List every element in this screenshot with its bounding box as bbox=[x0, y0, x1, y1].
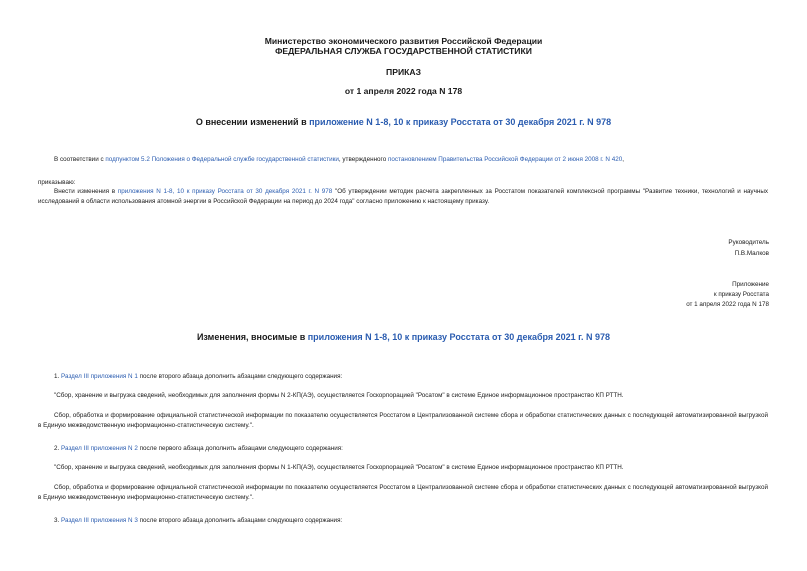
item-1-heading bbox=[54, 372, 342, 382]
signature-position: Руководитель bbox=[728, 239, 769, 246]
signature-name: П.В.Малков bbox=[734, 250, 769, 257]
preamble-text: , утвержденного bbox=[338, 156, 388, 163]
order-date: от 1 апреля 2022 года N 178 bbox=[344, 86, 463, 96]
item-number: 2. bbox=[54, 445, 62, 452]
document-title bbox=[0, 117, 807, 127]
order-text: "Об утверждении методик расчета закрепленных за Росстатом показателей комплексной программы "Развитие техники, технологий и научных исследований в области использования атомной энергии в Российской Федерации на период до 2024 года" согласно приложению к настоящему приказу. bbox=[38, 188, 768, 205]
appendix-date: от 1 апреля 2022 года N 178 bbox=[686, 301, 769, 308]
section-link[interactable]: Раздел III bbox=[61, 373, 89, 380]
item-text: после первого абзаца дополнить абзацами следующего содержания: bbox=[137, 445, 343, 452]
appendix-link[interactable]: приложения N 1 bbox=[90, 373, 138, 380]
appendix-label: Приложение bbox=[732, 281, 769, 288]
appendices-link[interactable]: приложения N 1-8, 10 к приказу Росстата от 30 декабря 2021 г. N 978 bbox=[117, 188, 333, 195]
item-text: после второго абзаца дополнить абзацами следующего содержания: bbox=[137, 373, 343, 380]
order-text: Внести изменения в bbox=[54, 188, 118, 195]
item-2-quote-1: "Сбор, хранение и выгрузка сведений, необходимых для заполнения формы N 1-КП(АЭ), осуществляется Госкорпорацией "Росатом" в системе Единое информационное пространство КП РТТН. bbox=[54, 464, 624, 471]
changes-title-prefix: Изменения, вносимые в bbox=[196, 332, 308, 342]
preamble-paragraph bbox=[54, 155, 774, 165]
ministry-name: Министерство экономического развития Российской Федерации bbox=[264, 36, 543, 46]
order-statement: приказываю: bbox=[38, 179, 76, 186]
item-2-heading bbox=[54, 444, 343, 454]
order-paragraph bbox=[38, 187, 768, 207]
changes-title bbox=[0, 332, 807, 342]
item-number: 1. bbox=[54, 373, 62, 380]
order-word: ПРИКАЗ bbox=[386, 67, 421, 77]
title-link[interactable]: приложение N 1-8, 10 к приказу Росстата от 30 декабря 2021 г. N 978 bbox=[309, 117, 612, 127]
appendix-order: к приказу Росстата bbox=[713, 291, 769, 298]
changes-title-link[interactable]: приложения N 1-8, 10 к приказу Росстата от 30 декабря 2021 г. N 978 bbox=[307, 332, 611, 342]
item-2-quote-2: Сбор, обработка и формирование официальной статистической информации по показателю осуществляется Росстатом в Централизованной системе сбора и обработки статистических данных с последующей автоматизированной выгрузкой в Единую межведомственную информационно-статистическую систему.". bbox=[38, 484, 768, 501]
item-text: после второго абзаца дополнить абзацами следующего содержания: bbox=[137, 517, 343, 524]
item-1-quote-1: "Сбор, хранение и выгрузка сведений, необходимых для заполнения формы N 2-КП(АЭ), осуществляется Госкорпорацией "Росатом" в системе Единое информационное пространство КП РТТН. bbox=[54, 392, 624, 399]
item-number: 3. bbox=[54, 517, 62, 524]
title-prefix: О внесении изменений в bbox=[195, 117, 310, 127]
preamble-text: , bbox=[622, 156, 624, 163]
regulation-link[interactable]: подпунктом 5.2 Положения о Федеральной службе государственной статистики bbox=[105, 156, 339, 163]
item-1-quote-2: Сбор, обработка и формирование официальной статистической информации по показателю осуществляется Росстатом в Централизованной системе сбора и обработки статистических данных с последующей автоматизированной выгрузкой в Единую межведомственную информационно-статистическую систему.". bbox=[38, 412, 768, 429]
item-3-heading bbox=[54, 516, 342, 526]
section-link[interactable]: Раздел III bbox=[61, 445, 89, 452]
appendix-link[interactable]: приложения N 2 bbox=[90, 445, 138, 452]
preamble-text: В соответствии с bbox=[54, 156, 106, 163]
section-link[interactable]: Раздел III bbox=[61, 517, 89, 524]
service-name: ФЕДЕРАЛЬНАЯ СЛУЖБА ГОСУДАРСТВЕННОЙ СТАТИСТИКИ bbox=[275, 46, 532, 56]
appendix-link[interactable]: приложения N 3 bbox=[90, 517, 138, 524]
decree-link[interactable]: постановлением Правительства Российской Федерации от 2 июня 2008 г. N 420 bbox=[387, 156, 623, 163]
